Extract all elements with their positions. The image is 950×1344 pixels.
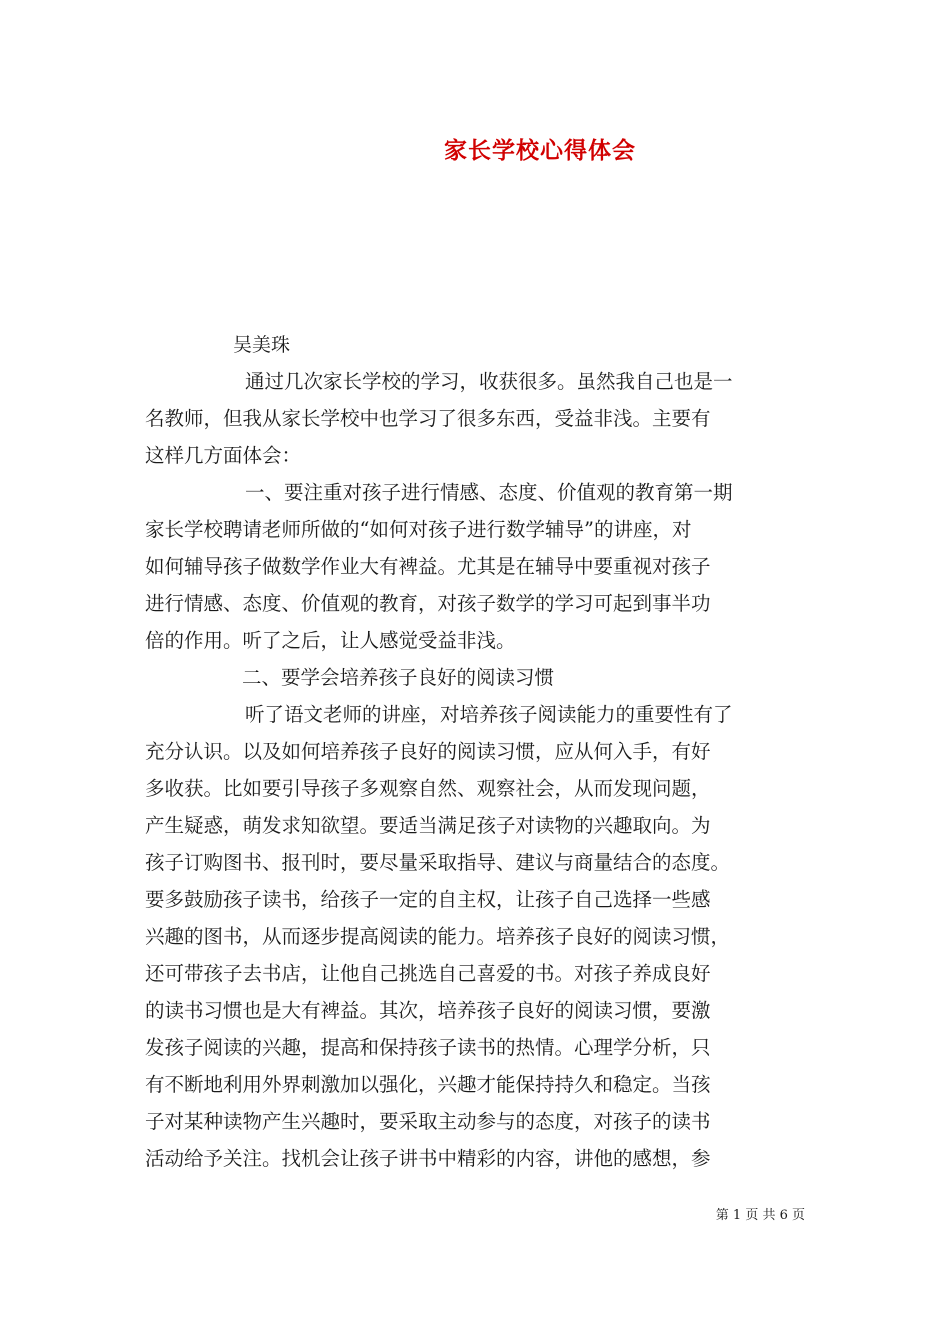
page-footer: 第 1 页 共 6 页 [715, 1208, 805, 1223]
body-line: 一、要注重对孩子进行情感、态度、价值观的教育第一期 [245, 481, 733, 504]
body-line: 通过几次家长学校的学习，收获很多。虽然我自己也是一 [245, 370, 733, 393]
body-line: 孩子订购图书、报刊时，要尽量采取指导、建议与商量结合的态度。 [145, 851, 731, 874]
body-line: 发孩子阅读的兴趣，提高和保持孩子读书的热情。心理学分析，只 [145, 1036, 711, 1059]
body-line: 听了语文老师的讲座，对培养孩子阅读能力的重要性有了 [245, 703, 733, 726]
body-line: 进行情感、态度、价值观的教育，对孩子数学的学习可起到事半功 [145, 592, 711, 615]
body-line: 名教师，但我从家长学校中也学习了很多东西，受益非浅。主要有 [145, 407, 711, 430]
body-line: 有不断地利用外界刺激加以强化，兴趣才能保持持久和稳定。当孩 [145, 1073, 711, 1096]
body-line: 二、要学会培养孩子良好的阅读习惯 [242, 666, 555, 689]
body-line: 产生疑惑，萌发求知欲望。要适当满足孩子对读物的兴趣取向。为 [145, 814, 711, 837]
body-text [145, 363, 810, 1177]
body-line: 子对某种读物产生兴趣时，要采取主动参与的态度，对孩子的读书 [145, 1110, 711, 1133]
body-line: 这样几方面体会： [145, 444, 302, 467]
document-title: 家长学校心得体会 [444, 137, 636, 164]
body-line: 还可带孩子去书店，让他自己挑选自己喜爱的书。对孩子养成良好 [145, 962, 711, 985]
body-line: 兴趣的图书，从而逐步提高阅读的能力。培养孩子良好的阅读习惯， [145, 925, 731, 948]
body-line: 活动给予关注。找机会让孩子讲书中精彩的内容，讲他的感想，参 [145, 1147, 711, 1170]
author-name: 吴美珠 [233, 334, 291, 356]
body-line: 要多鼓励孩子读书，给孩子一定的自主权，让孩子自己选择一些感 [145, 888, 711, 911]
body-line: 倍的作用。听了之后，让人感觉受益非浅。 [145, 629, 516, 652]
body-line: 家长学校聘请老师所做的“如何对孩子进行数学辅导”的讲座，对 [145, 518, 692, 541]
body-line: 充分认识。以及如何培养孩子良好的阅读习惯，应从何入手，有好 [145, 740, 711, 763]
body-line: 的读书习惯也是大有裨益。其次，培养孩子良好的阅读习惯，要激 [145, 999, 711, 1022]
body-line: 如何辅导孩子做数学作业大有裨益。尤其是在辅导中要重视对孩子 [145, 555, 711, 578]
body-line: 多收获。比如要引导孩子多观察自然、观察社会，从而发现问题， [145, 777, 711, 800]
